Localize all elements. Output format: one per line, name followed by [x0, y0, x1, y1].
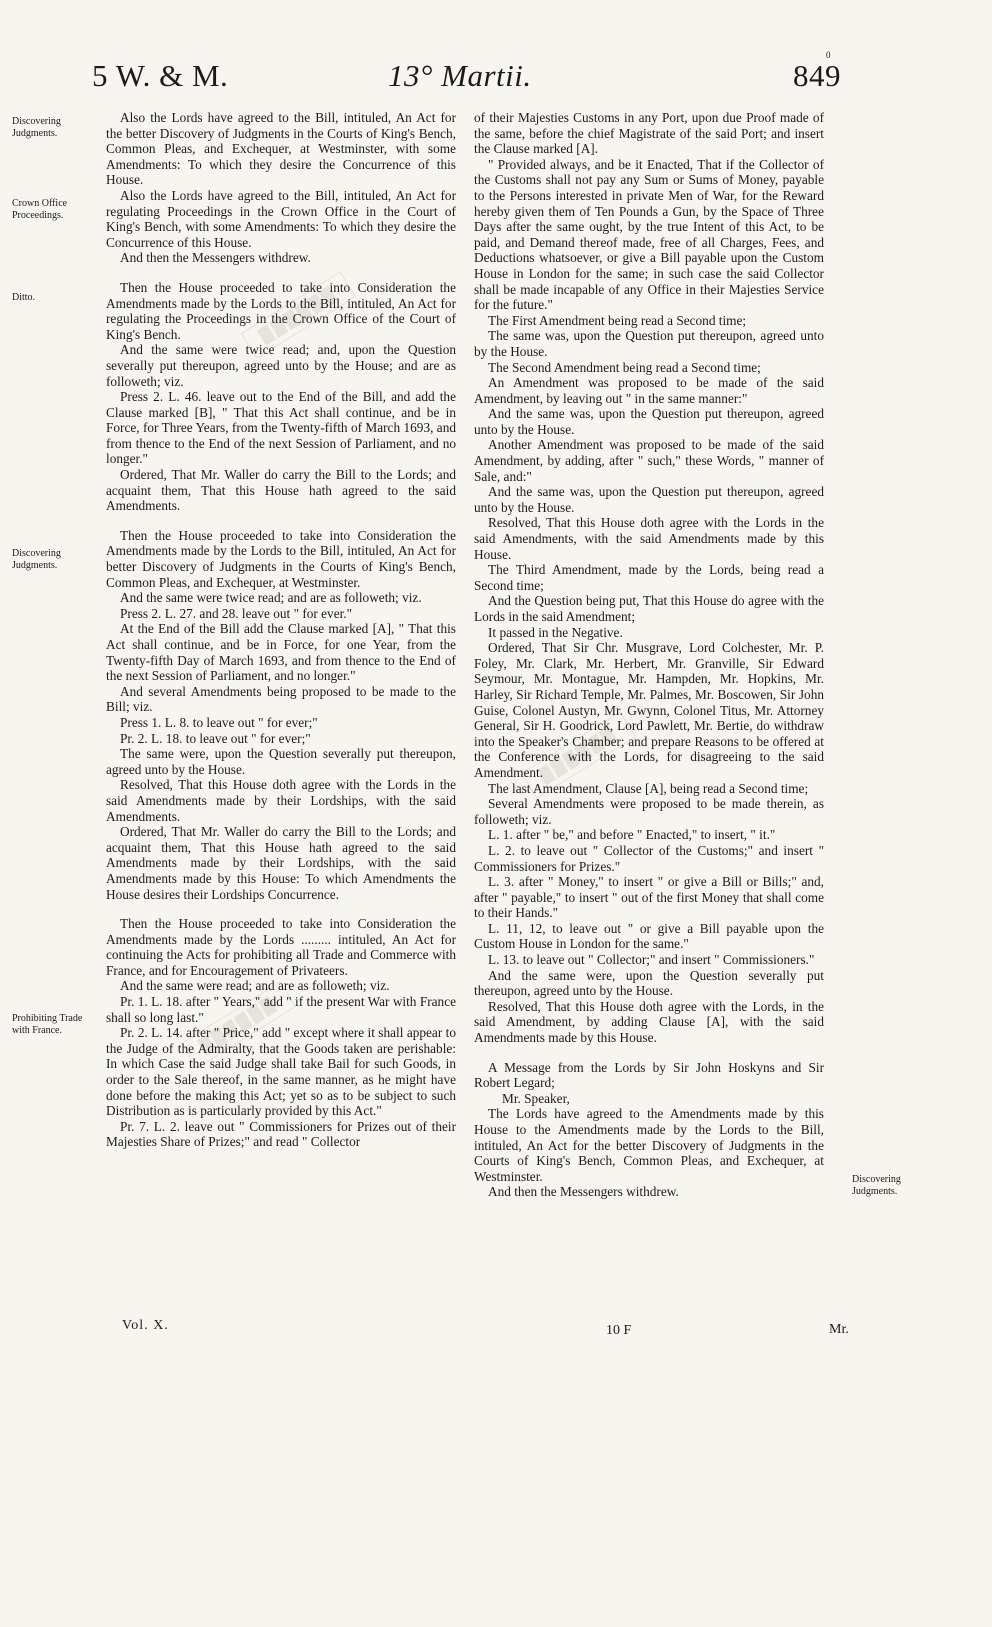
margin-note: Crown Office Proceedings. — [12, 198, 68, 221]
paragraph: A Message from the Lords by Sir John Hoskyns and Sir Robert Legard; — [474, 1059, 824, 1091]
paragraph: The Third Amendment, made by the Lords, being read a Second time; — [474, 562, 824, 593]
paragraph: And the same was, upon the Question put thereupon, agreed unto by the House. — [474, 484, 824, 515]
paragraph: Resolved, That this House doth agree with the Lords in the said Amendments made by their Lordships, with the said Amendments. — [106, 777, 456, 824]
paragraph: Also the Lords have agreed to the Bill, intituled, An Act for regulating Proceedings in the Crown Office in the Court of King's Bench, with some Amendments: To which they desire the Concurrence of this House. — [106, 187, 456, 250]
paragraph: L. 11, 12, to leave out " or give a Bill payable upon the Custom House in London for the same." — [474, 920, 824, 952]
volume-label: Vol. X. — [122, 1318, 169, 1333]
margin-note: Prohibiting Trade with France. — [12, 1013, 83, 1036]
paragraph: And the same were twice read; and, upon the Question severally put thereupon, agreed unto by the House; and are as followeth; viz. — [106, 342, 456, 389]
paragraph: Several Amendments were proposed to be made therein, as followeth; viz. — [474, 796, 824, 827]
paragraph: Then the House proceeded to take into Consideration the Amendments made by the Lords ......... intituled, An Act for continuing the Acts for prohibiting all Trade and Commerce with France, and for Encouragement of Privateers. — [106, 916, 456, 978]
paragraph: And the Question being put, That this House do agree with the Lords in the said Amendment; — [474, 593, 824, 624]
margin-note: Discovering Judgments. — [12, 548, 61, 571]
right-column — [474, 110, 824, 1200]
margin-note: Ditto. — [12, 292, 36, 303]
paragraph: Press 2. L. 46. leave out to the End of the Bill, and add the Clause marked [B], " That this Act shall continue, and be in Force, for Three Years, from the Twenty-fifth of March 1693, and from thence to the End of the next Session of Parliament, and no longer." — [106, 389, 456, 467]
paragraph: of their Majesties Customs in any Port, upon due Proof made of the same, before the chief Magistrate of the said Port; and insert the Clause marked [A]. — [474, 110, 824, 157]
paragraph: L. 2. to leave out " Collector of the Customs;" and insert " Commissioners for Prizes." — [474, 842, 824, 874]
catchword: Mr. — [829, 1322, 849, 1337]
paragraph: L. 3. after " Money," to insert " or give a Bill or Bills;" and, after " payable," to insert " out of the first Money that shall come to their Hands." — [474, 874, 824, 921]
page-number: 849 — [793, 58, 841, 93]
margin-note: Discovering Judgments. — [852, 1174, 901, 1197]
paragraph: Pr. 1. L. 18. after " Years," add " if the present War with France shall so long last." — [106, 994, 456, 1025]
paragraph: Mr. Speaker, — [502, 1090, 570, 1106]
paragraph: And the same were read; and are as followeth; viz. — [120, 978, 390, 994]
paragraph: And the same were twice read; and are as followeth; viz. — [120, 590, 422, 606]
watermark-stamp: ██████ — [241, 271, 356, 359]
paragraph: L. 1. after " be," and before " Enacted," to insert, " it." — [488, 827, 776, 843]
paragraph: Pr. 2. L. 18. to leave out " for ever;" — [120, 730, 311, 746]
watermark-stamp: ██████ — [181, 981, 296, 1069]
left-column — [106, 110, 456, 1150]
paragraph: " Provided always, and be it Enacted, That if the Collector of the Customs shall not pay any Sum or Sums of Money, payable to the Persons interested in private Men of War, for the Reward hereby given them of Ten Pounds a Gun, by the Space of Three Days after the same ought, by the true Intent of this Act, to be paid, and Demand thereof made, free of all Charges, Fees, and Deductions whatsoever, or give a Bill payable upon the Custom House in London for the same; in such case the said Collector shall be made incapable of any Office in their Majesties Service for the future." — [474, 156, 824, 313]
paragraph: And several Amendments being proposed to be made to the Bill; viz. — [106, 683, 456, 715]
paragraph: The same was, upon the Question put thereupon, agreed unto by the House. — [474, 328, 824, 359]
paragraph: Also the Lords have agreed to the Bill, intituled, An Act for the better Discovery of Judgments in the Courts of King's Bench, Common Pleas, and Exchequer, at Westminster, with some Amendments: To which they desire the Concurrence of this House. — [106, 110, 456, 188]
paragraph: Another Amendment was proposed to be made of the said Amendment, by adding, after " such," these Words, " manner of Sale, and:" — [474, 437, 824, 484]
corner-mark: 0 — [826, 50, 831, 60]
paragraph: And then the Messengers withdrew. — [488, 1184, 679, 1200]
paragraph: Then the House proceeded to take into Consideration the Amendments made by the Lords to the Bill, intituled, An Act for regulating the Proceedings in the Crown Office of the Court of King's Bench. — [106, 279, 456, 342]
paragraph: Pr. 7. L. 2. leave out " Commissioners for Prizes out of their Majesties Share of Prizes;" and read " Collector — [106, 1118, 456, 1150]
watermark-stamp: ██████ — [521, 711, 636, 799]
paragraph: Press 1. L. 8. to leave out " for ever;" — [120, 714, 318, 730]
paragraph: The last Amendment, Clause [A], being read a Second time; — [488, 780, 809, 796]
paragraph: Pr. 2. L. 14. after " Price," add " except where it shall appear to the Judge of the Admiralty, that the Goods taken are perishable: In which Case the said Judge shall take Bail for such Goods, in order to the Sale thereof, in the same manner, as he might have done before the making this Act; yet so as to be subject to such Distribution as is particularly provided by this Act." — [106, 1025, 456, 1119]
paragraph: L. 13. to leave out " Collector;" and insert " Commissioners." — [488, 952, 815, 968]
header-date: 13° Martii. — [388, 58, 532, 93]
paragraph: An Amendment was proposed to be made of the said Amendment, by leaving out " in the same manner:" — [474, 375, 824, 406]
paragraph: The Second Amendment being read a Second time; — [488, 359, 761, 375]
paragraph: And the same was, upon the Question put thereupon, agreed unto by the House. — [474, 406, 824, 437]
margin-note: Discovering Judgments. — [12, 116, 61, 139]
paragraph: The Lords have agreed to the Amendments made by this House to the Amendments made by the Lords to the Bill, intituled, An Act for the better Discovery of Judgments in the Courts of King's Bench, Common Pleas, and Exchequer, at Westminster. — [474, 1106, 824, 1184]
paragraph: The First Amendment being read a Second time; — [488, 312, 747, 328]
paragraph: Ordered, That Mr. Waller do carry the Bill to the Lords; and acquaint them, That this House hath agreed to the said Amendments. — [106, 467, 456, 514]
paragraph: Resolved, That this House doth agree with the Lords in the said Amendments, with the said Amendments made by this House. — [474, 515, 824, 562]
signature-mark: 10 F — [606, 1323, 632, 1338]
paragraph: And then the Messengers withdrew. — [120, 250, 311, 266]
paragraph: Then the House proceeded to take into Consideration the Amendments made by the Lords to the Bill, intituled, An Act for better Discovery of Judgments in the Courts of King's Bench, Common Pleas, and Exchequer, at Westminster. — [106, 527, 456, 590]
paragraph: It passed in the Negative. — [488, 624, 623, 640]
header-regnal-year: 5 W. & M. — [92, 58, 229, 93]
paragraph: Ordered, That Mr. Waller do carry the Bill to the Lords; and acquaint them, That this House hath agreed to the said Amendments made by their Lordships, with the said Amendments made by this House: To which Amendments the House desires their Lordships Concurrence. — [106, 824, 456, 902]
paragraph: At the End of the Bill add the Clause marked [A], " That this Act shall continue, and be in Force, for one Year, from the Twenty-fifth Day of March 1693, and from thence to the End of the next Session of Parliament, and no longer." — [106, 621, 456, 684]
paragraph: Resolved, That this House doth agree with the Lords, in the said Amendment, by adding Clause [A], with the said Amendments made by this House. — [474, 998, 824, 1046]
paragraph: Ordered, That Sir Chr. Musgrave, Lord Colchester, Mr. P. Foley, Mr. Clark, Mr. Herbert, Mr. Granville, Sir Edward Seymour, Mr. Montague, Mr. Hampden, Mr. Hopkins, Mr. Harley, Sir Richard Temple, Mr. Palmes, Mr. Boscowen, Sir John Guise, Colonel Austyn, Mr. Gwynn, Colonel Titus, Mr. Attorney General, Sir H. Goodrick, Lord Pawlett, Mr. Bertie, do withdraw into the Speaker's Chamber; and prepare Reasons to be offered at the Conference with the Lords, for disagreeing to the said Amendment. — [474, 640, 824, 780]
paragraph: The same were, upon the Question severally put thereupon, agreed unto by the House. — [106, 746, 456, 777]
paragraph: Press 2. L. 27. and 28. leave out " for ever." — [120, 605, 353, 621]
paragraph: And the same were, upon the Question severally put thereupon, agreed unto by the House. — [474, 967, 824, 999]
